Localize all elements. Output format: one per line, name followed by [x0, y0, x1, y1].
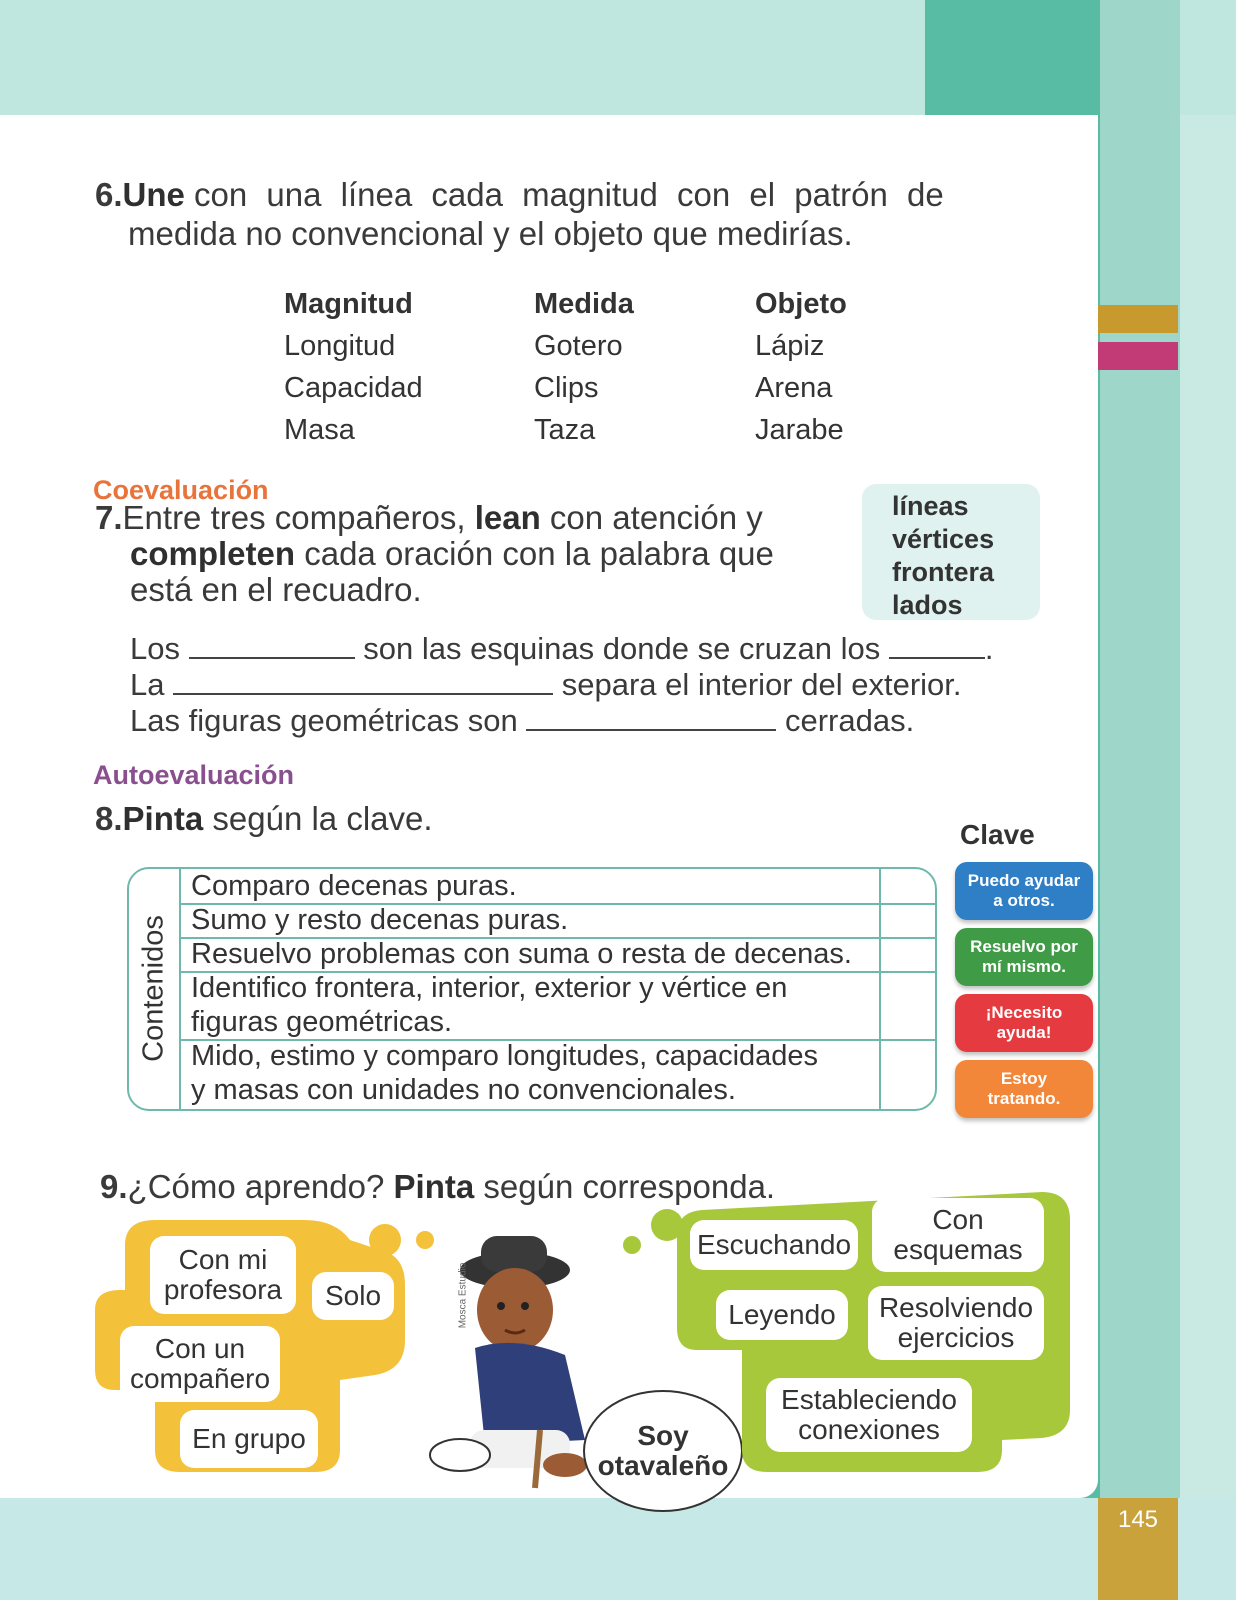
option-text: esquemas — [893, 1234, 1023, 1265]
answer-blank-4[interactable] — [526, 703, 776, 731]
answer-blank-1[interactable] — [189, 631, 355, 659]
key-estoy-tratando — [955, 1060, 1093, 1118]
option-text: Solo — [324, 1280, 382, 1311]
table-row — [181, 937, 879, 971]
option-con-mi-profesora[interactable] — [150, 1236, 296, 1314]
q7-sentence-1 — [130, 630, 993, 668]
q7-sentence-2 — [130, 666, 962, 704]
check-cell[interactable] — [881, 971, 935, 1039]
contents-label-column — [129, 869, 181, 1109]
option-text: Escuchando — [696, 1229, 852, 1260]
check-cell[interactable] — [881, 903, 935, 937]
q9-text-1: ¿Cómo aprendo? — [127, 1168, 385, 1205]
q7-line3: está en el recuadro. — [130, 571, 422, 608]
q7-text-1: Entre tres compañeros, — [122, 499, 466, 536]
answer-blank-2[interactable] — [889, 631, 985, 659]
q7-s1-c: . — [984, 631, 994, 666]
q6-number: 6. — [95, 176, 123, 213]
autoevaluacion-title: Autoevaluación — [93, 760, 295, 790]
q6-item: Capacidad — [284, 372, 423, 404]
q6-item: Arena — [755, 372, 833, 404]
option-en-grupo[interactable] — [180, 1410, 318, 1468]
word-box — [862, 484, 1040, 620]
option-text: Leyendo — [728, 1299, 836, 1330]
q7-s3-b: cerradas. — [784, 703, 915, 738]
option-text: Resolviendo — [878, 1292, 1034, 1323]
decorative-stripe-gold — [1096, 305, 1178, 333]
option-resolviendo-ejercicios[interactable] — [868, 1286, 1044, 1360]
key-text: ayuda! — [996, 1023, 1052, 1042]
option-solo[interactable] — [312, 1272, 394, 1320]
decorative-stripe-pink — [1096, 342, 1178, 370]
key-text: mí mismo. — [981, 957, 1067, 976]
key-text: Resuelvo por — [970, 937, 1078, 956]
key-necesito-ayuda — [955, 994, 1093, 1052]
q6-column-medida — [534, 283, 634, 451]
key-title: Clave — [960, 819, 1035, 850]
option-text: ejercicios — [897, 1322, 1015, 1353]
option-leyendo[interactable] — [716, 1290, 848, 1340]
key-resuelvo — [955, 928, 1093, 986]
option-escuchando[interactable] — [690, 1220, 858, 1270]
q6-column-objeto — [755, 283, 847, 451]
row-text: Resuelvo problemas con suma o resta de decenas. — [191, 938, 852, 970]
q6-item: Gotero — [534, 330, 623, 362]
table-row — [181, 1039, 879, 1107]
table-row — [181, 869, 879, 903]
check-cell[interactable] — [881, 869, 935, 903]
q7-line2 — [130, 536, 774, 572]
q6-verb: Une — [122, 176, 185, 213]
option-text: Con — [932, 1204, 984, 1235]
q7-s1-b: son las esquinas donde se cruzan los — [363, 631, 881, 666]
key-text: tratando. — [987, 1089, 1061, 1108]
option-text: En grupo — [192, 1423, 306, 1454]
key-text: a otros. — [993, 891, 1055, 910]
q7-sentence-3 — [130, 702, 914, 740]
option-text: compañero — [129, 1363, 271, 1394]
q9-text-2: según corresponda. — [483, 1168, 776, 1205]
q6-line2: medida no convencional y el objeto que medirías. — [128, 215, 853, 252]
q7-bold-lean: lean — [474, 499, 541, 536]
row-text: Sumo y resto decenas puras. — [191, 904, 569, 936]
word-box-word: frontera — [892, 557, 995, 587]
row-text: y masas con unidades no convencionales. — [191, 1074, 736, 1106]
speech-text: Soy — [637, 1420, 689, 1451]
q6-col-header: Magnitud — [284, 288, 413, 320]
q7-text-3: cada oración con la palabra que — [304, 535, 774, 572]
row-text: figuras geométricas. — [191, 1006, 453, 1038]
q6-col-header: Objeto — [755, 288, 847, 320]
word-box-word: líneas — [892, 491, 969, 521]
q8-instruction — [95, 800, 433, 838]
check-cell[interactable] — [881, 937, 935, 971]
option-text: profesora — [163, 1274, 283, 1305]
background-bottom — [0, 1498, 1236, 1600]
row-text: Identifico frontera, interior, exterior y vértice en — [191, 972, 788, 1004]
q6-item: Longitud — [284, 330, 396, 362]
q7-s3-a: Las figuras geométricas son — [130, 703, 518, 738]
q6-item: Masa — [284, 414, 355, 446]
background-right-light — [1100, 0, 1180, 1600]
q7-number: 7. — [95, 499, 123, 536]
speech-text: otavaleño — [597, 1450, 729, 1481]
key-text: Estoy — [1000, 1069, 1048, 1088]
q6-col-header: Medida — [534, 288, 634, 320]
row-text: Mido, estimo y comparo longitudes, capacidades — [191, 1040, 819, 1072]
table-row — [181, 971, 879, 1039]
q7-s2-a: La — [130, 667, 165, 702]
word-box-word: lados — [892, 590, 963, 620]
q9-number: 9. — [100, 1168, 128, 1205]
key-text: ¡Necesito — [985, 1003, 1063, 1022]
contents-label: Contenidos — [137, 915, 170, 1062]
option-text: Con un — [154, 1333, 246, 1364]
q7-s2-b: separa el interior del exterior. — [561, 667, 962, 702]
option-text: conexiones — [798, 1414, 940, 1445]
table-row — [181, 903, 879, 937]
q7-bold-completen: completen — [130, 535, 296, 572]
key-text: Puedo ayudar — [967, 871, 1081, 890]
coevaluacion-title: Coevaluación — [93, 475, 269, 505]
page-number: 145 — [1098, 1498, 1178, 1600]
q6-item: Clips — [534, 372, 599, 404]
illustration-credit: Mosca Estudio — [457, 1262, 469, 1329]
option-text: Con mi — [178, 1244, 268, 1275]
q6-item: Lápiz — [755, 330, 825, 362]
q7-text-2: con atención y — [549, 499, 763, 536]
row-text: Comparo decenas puras. — [191, 870, 517, 902]
q7-instruction — [95, 500, 835, 536]
option-con-esquemas[interactable] — [872, 1198, 1044, 1272]
q8-number: 8. — [95, 800, 123, 837]
q9-verb: Pinta — [393, 1168, 475, 1205]
q8-text: según la clave. — [212, 800, 433, 837]
q6-column-magnitud — [284, 283, 423, 451]
q7-s1-a: Los — [130, 631, 180, 666]
option-text: Estableciendo — [781, 1384, 957, 1415]
q6-item: Jarabe — [755, 414, 844, 446]
answer-blank-3[interactable] — [173, 667, 553, 695]
key-puedo-ayudar — [955, 862, 1093, 920]
option-con-un-companero[interactable] — [120, 1326, 280, 1402]
word-box-word: vértices — [892, 524, 995, 554]
q6-item: Taza — [534, 414, 596, 446]
q8-verb: Pinta — [122, 800, 204, 837]
q6-instruction — [95, 176, 1035, 214]
check-cell[interactable] — [881, 1039, 935, 1109]
option-estableciendo-conexiones[interactable] — [766, 1378, 972, 1452]
q6-line1: con una línea cada magnitud con el patrón de — [194, 176, 944, 213]
contents-table — [127, 867, 937, 1111]
